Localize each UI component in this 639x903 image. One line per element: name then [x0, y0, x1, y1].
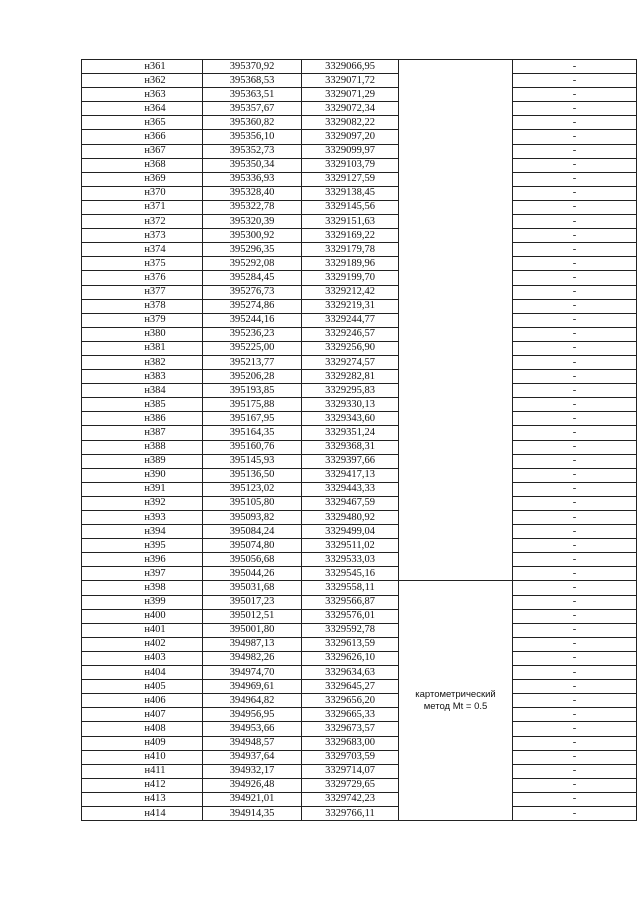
- table-row: [82, 130, 637, 144]
- accuracy-cell: -: [513, 285, 637, 299]
- accuracy-cell: -: [513, 595, 637, 609]
- point-name-cell: н396: [82, 553, 203, 567]
- point-name-cell: н364: [82, 102, 203, 116]
- x-coordinate-cell: 395084,24: [203, 525, 302, 539]
- y-coordinate-cell: 3329099,97: [302, 144, 399, 158]
- y-coordinate-cell: 3329673,57: [302, 722, 399, 736]
- table-row: [82, 74, 637, 88]
- point-name-cell: н374: [82, 243, 203, 257]
- point-name-cell: н411: [82, 764, 203, 778]
- accuracy-cell: -: [513, 792, 637, 806]
- accuracy-cell: -: [513, 102, 637, 116]
- x-coordinate-cell: 395284,45: [203, 271, 302, 285]
- x-coordinate-cell: 395300,92: [203, 229, 302, 243]
- accuracy-cell: -: [513, 440, 637, 454]
- x-coordinate-cell: 395206,28: [203, 370, 302, 384]
- table-row: [82, 496, 637, 510]
- y-coordinate-cell: 3329480,92: [302, 511, 399, 525]
- table-row: [82, 257, 637, 271]
- point-name-cell: н404: [82, 666, 203, 680]
- point-name-cell: н369: [82, 172, 203, 186]
- table-row: [82, 327, 637, 341]
- accuracy-cell: -: [513, 623, 637, 637]
- x-coordinate-cell: 395001,80: [203, 623, 302, 637]
- accuracy-cell: -: [513, 511, 637, 525]
- y-coordinate-cell: 3329545,16: [302, 567, 399, 581]
- point-name-cell: н412: [82, 778, 203, 792]
- y-coordinate-cell: 3329533,03: [302, 553, 399, 567]
- table-row: [82, 88, 637, 102]
- x-coordinate-cell: 395296,35: [203, 243, 302, 257]
- x-coordinate-cell: 394982,26: [203, 651, 302, 665]
- x-coordinate-cell: 395350,34: [203, 158, 302, 172]
- y-coordinate-cell: 3329138,45: [302, 186, 399, 200]
- point-name-cell: н388: [82, 440, 203, 454]
- accuracy-cell: -: [513, 778, 637, 792]
- y-coordinate-cell: 3329274,57: [302, 355, 399, 369]
- x-coordinate-cell: 394914,35: [203, 806, 302, 820]
- point-name-cell: н402: [82, 637, 203, 651]
- x-coordinate-cell: 395363,51: [203, 88, 302, 102]
- x-coordinate-cell: 395322,78: [203, 200, 302, 214]
- table-row: [82, 778, 637, 792]
- y-coordinate-cell: 3329665,33: [302, 708, 399, 722]
- table-row: [82, 172, 637, 186]
- table-row: [82, 215, 637, 229]
- point-name-cell: н401: [82, 623, 203, 637]
- point-name-cell: н392: [82, 496, 203, 510]
- table-row: [82, 581, 637, 595]
- table-row: [82, 60, 637, 74]
- x-coordinate-cell: 395031,68: [203, 581, 302, 595]
- y-coordinate-cell: 3329397,66: [302, 454, 399, 468]
- table-row: [82, 102, 637, 116]
- y-coordinate-cell: 3329212,42: [302, 285, 399, 299]
- x-coordinate-cell: 395213,77: [203, 355, 302, 369]
- table-row: [82, 567, 637, 581]
- accuracy-cell: -: [513, 736, 637, 750]
- x-coordinate-cell: 395145,93: [203, 454, 302, 468]
- point-name-cell: н370: [82, 186, 203, 200]
- table-row: [82, 229, 637, 243]
- x-coordinate-cell: 395336,93: [203, 172, 302, 186]
- method-cell: [399, 581, 513, 821]
- x-coordinate-cell: 395175,88: [203, 398, 302, 412]
- table-row: [82, 708, 637, 722]
- point-name-cell: н367: [82, 144, 203, 158]
- y-coordinate-cell: 3329343,60: [302, 412, 399, 426]
- table-row: [82, 539, 637, 553]
- x-coordinate-cell: 395244,16: [203, 313, 302, 327]
- y-coordinate-cell: 3329645,27: [302, 680, 399, 694]
- x-coordinate-cell: 395320,39: [203, 215, 302, 229]
- accuracy-cell: -: [513, 694, 637, 708]
- method-accuracy: метод Mt = 0.5: [423, 700, 488, 712]
- point-name-cell: н387: [82, 426, 203, 440]
- y-coordinate-cell: 3329219,31: [302, 299, 399, 313]
- y-coordinate-cell: 3329467,59: [302, 496, 399, 510]
- point-name-cell: н380: [82, 327, 203, 341]
- y-coordinate-cell: 3329071,72: [302, 74, 399, 88]
- table-row: [82, 243, 637, 257]
- x-coordinate-cell: 395160,76: [203, 440, 302, 454]
- x-coordinate-cell: 395017,23: [203, 595, 302, 609]
- table-row: [82, 370, 637, 384]
- point-name-cell: н373: [82, 229, 203, 243]
- point-name-cell: н406: [82, 694, 203, 708]
- y-coordinate-cell: 3329742,23: [302, 792, 399, 806]
- point-name-cell: н379: [82, 313, 203, 327]
- x-coordinate-cell: 394964,82: [203, 694, 302, 708]
- point-name-cell: н395: [82, 539, 203, 553]
- accuracy-cell: -: [513, 398, 637, 412]
- x-coordinate-cell: 394926,48: [203, 778, 302, 792]
- point-name-cell: н383: [82, 370, 203, 384]
- y-coordinate-cell: 3329330,13: [302, 398, 399, 412]
- point-name-cell: н407: [82, 708, 203, 722]
- table-row: [82, 764, 637, 778]
- point-name-cell: н400: [82, 609, 203, 623]
- point-name-cell: н393: [82, 511, 203, 525]
- point-name-cell: н414: [82, 806, 203, 820]
- table-row: [82, 637, 637, 651]
- x-coordinate-cell: 394974,70: [203, 666, 302, 680]
- point-name-cell: н389: [82, 454, 203, 468]
- y-coordinate-cell: 3329256,90: [302, 341, 399, 355]
- accuracy-cell: -: [513, 750, 637, 764]
- point-name-cell: н368: [82, 158, 203, 172]
- coordinates-table-body: [82, 60, 637, 821]
- y-coordinate-cell: 3329103,79: [302, 158, 399, 172]
- table-row: [82, 680, 637, 694]
- y-coordinate-cell: 3329683,00: [302, 736, 399, 750]
- method-name: картометрический: [415, 688, 496, 700]
- accuracy-cell: -: [513, 271, 637, 285]
- accuracy-cell: -: [513, 708, 637, 722]
- table-row: [82, 750, 637, 764]
- point-name-cell: н378: [82, 299, 203, 313]
- y-coordinate-cell: 3329072,34: [302, 102, 399, 116]
- accuracy-cell: -: [513, 384, 637, 398]
- point-name-cell: н384: [82, 384, 203, 398]
- coordinates-table: [81, 59, 637, 821]
- x-coordinate-cell: 394956,95: [203, 708, 302, 722]
- accuracy-cell: -: [513, 764, 637, 778]
- point-name-cell: н403: [82, 651, 203, 665]
- y-coordinate-cell: 3329244,77: [302, 313, 399, 327]
- accuracy-cell: -: [513, 243, 637, 257]
- accuracy-cell: -: [513, 172, 637, 186]
- table-row: [82, 398, 637, 412]
- y-coordinate-cell: 3329766,11: [302, 806, 399, 820]
- accuracy-cell: -: [513, 200, 637, 214]
- table-row: [82, 525, 637, 539]
- accuracy-cell: -: [513, 116, 637, 130]
- accuracy-cell: -: [513, 370, 637, 384]
- x-coordinate-cell: 395012,51: [203, 609, 302, 623]
- point-name-cell: н390: [82, 468, 203, 482]
- table-row: [82, 454, 637, 468]
- x-coordinate-cell: 395236,23: [203, 327, 302, 341]
- accuracy-cell: -: [513, 637, 637, 651]
- x-coordinate-cell: 394948,57: [203, 736, 302, 750]
- x-coordinate-cell: 395136,50: [203, 468, 302, 482]
- y-coordinate-cell: 3329576,01: [302, 609, 399, 623]
- y-coordinate-cell: 3329199,70: [302, 271, 399, 285]
- x-coordinate-cell: 395356,10: [203, 130, 302, 144]
- table-row: [82, 482, 637, 496]
- y-coordinate-cell: 3329729,65: [302, 778, 399, 792]
- accuracy-cell: -: [513, 229, 637, 243]
- table-row: [82, 736, 637, 750]
- x-coordinate-cell: 394921,01: [203, 792, 302, 806]
- y-coordinate-cell: 3329634,63: [302, 666, 399, 680]
- table-row: [82, 792, 637, 806]
- x-coordinate-cell: 395276,73: [203, 285, 302, 299]
- method-cell-empty: [399, 60, 513, 581]
- y-coordinate-cell: 3329626,10: [302, 651, 399, 665]
- accuracy-cell: -: [513, 651, 637, 665]
- table-row: [82, 440, 637, 454]
- point-name-cell: н382: [82, 355, 203, 369]
- table-row: [82, 595, 637, 609]
- accuracy-cell: -: [513, 355, 637, 369]
- y-coordinate-cell: 3329443,33: [302, 482, 399, 496]
- x-coordinate-cell: 395370,92: [203, 60, 302, 74]
- accuracy-cell: -: [513, 454, 637, 468]
- table-row: [82, 651, 637, 665]
- x-coordinate-cell: 394953,66: [203, 722, 302, 736]
- x-coordinate-cell: 395074,80: [203, 539, 302, 553]
- accuracy-cell: -: [513, 609, 637, 623]
- table-row: [82, 158, 637, 172]
- table-row: [82, 412, 637, 426]
- x-coordinate-cell: 395328,40: [203, 186, 302, 200]
- table-row: [82, 299, 637, 313]
- point-name-cell: н410: [82, 750, 203, 764]
- point-name-cell: н376: [82, 271, 203, 285]
- table-row: [82, 144, 637, 158]
- table-row: [82, 384, 637, 398]
- y-coordinate-cell: 3329179,78: [302, 243, 399, 257]
- point-name-cell: н366: [82, 130, 203, 144]
- y-coordinate-cell: 3329511,02: [302, 539, 399, 553]
- accuracy-cell: -: [513, 680, 637, 694]
- point-name-cell: н372: [82, 215, 203, 229]
- point-name-cell: н405: [82, 680, 203, 694]
- y-coordinate-cell: 3329368,31: [302, 440, 399, 454]
- point-name-cell: н381: [82, 341, 203, 355]
- point-name-cell: н413: [82, 792, 203, 806]
- accuracy-cell: -: [513, 666, 637, 680]
- point-name-cell: н385: [82, 398, 203, 412]
- table-row: [82, 186, 637, 200]
- y-coordinate-cell: 3329082,22: [302, 116, 399, 130]
- y-coordinate-cell: 3329127,59: [302, 172, 399, 186]
- accuracy-cell: -: [513, 553, 637, 567]
- point-name-cell: н397: [82, 567, 203, 581]
- accuracy-cell: -: [513, 722, 637, 736]
- y-coordinate-cell: 3329417,13: [302, 468, 399, 482]
- point-name-cell: н409: [82, 736, 203, 750]
- table-row: [82, 722, 637, 736]
- y-coordinate-cell: 3329714,07: [302, 764, 399, 778]
- accuracy-cell: -: [513, 144, 637, 158]
- x-coordinate-cell: 395123,02: [203, 482, 302, 496]
- table-row: [82, 313, 637, 327]
- accuracy-cell: -: [513, 806, 637, 820]
- point-name-cell: н365: [82, 116, 203, 130]
- point-name-cell: н361: [82, 60, 203, 74]
- point-name-cell: н391: [82, 482, 203, 496]
- point-name-cell: н375: [82, 257, 203, 271]
- accuracy-cell: -: [513, 482, 637, 496]
- y-coordinate-cell: 3329282,81: [302, 370, 399, 384]
- accuracy-cell: -: [513, 525, 637, 539]
- x-coordinate-cell: 395352,73: [203, 144, 302, 158]
- y-coordinate-cell: 3329246,57: [302, 327, 399, 341]
- accuracy-cell: -: [513, 299, 637, 313]
- point-name-cell: н408: [82, 722, 203, 736]
- y-coordinate-cell: 3329656,20: [302, 694, 399, 708]
- point-name-cell: н386: [82, 412, 203, 426]
- accuracy-cell: -: [513, 581, 637, 595]
- table-row: [82, 806, 637, 820]
- table-row: [82, 609, 637, 623]
- x-coordinate-cell: 394937,64: [203, 750, 302, 764]
- accuracy-cell: -: [513, 426, 637, 440]
- accuracy-cell: -: [513, 186, 637, 200]
- table-row: [82, 553, 637, 567]
- table-row: [82, 271, 637, 285]
- y-coordinate-cell: 3329071,29: [302, 88, 399, 102]
- y-coordinate-cell: 3329145,56: [302, 200, 399, 214]
- point-name-cell: н363: [82, 88, 203, 102]
- point-name-cell: н371: [82, 200, 203, 214]
- point-name-cell: н394: [82, 525, 203, 539]
- y-coordinate-cell: 3329097,20: [302, 130, 399, 144]
- accuracy-cell: -: [513, 88, 637, 102]
- x-coordinate-cell: 395044,26: [203, 567, 302, 581]
- accuracy-cell: -: [513, 60, 637, 74]
- y-coordinate-cell: 3329351,24: [302, 426, 399, 440]
- table-row: [82, 468, 637, 482]
- accuracy-cell: -: [513, 313, 637, 327]
- x-coordinate-cell: 395093,82: [203, 511, 302, 525]
- x-coordinate-cell: 394932,17: [203, 764, 302, 778]
- table-row: [82, 116, 637, 130]
- point-name-cell: н377: [82, 285, 203, 299]
- y-coordinate-cell: 3329613,59: [302, 637, 399, 651]
- y-coordinate-cell: 3329703,59: [302, 750, 399, 764]
- table-row: [82, 355, 637, 369]
- accuracy-cell: -: [513, 341, 637, 355]
- point-name-cell: н399: [82, 595, 203, 609]
- y-coordinate-cell: 3329499,04: [302, 525, 399, 539]
- x-coordinate-cell: 395368,53: [203, 74, 302, 88]
- y-coordinate-cell: 3329189,96: [302, 257, 399, 271]
- x-coordinate-cell: 395292,08: [203, 257, 302, 271]
- table-row: [82, 426, 637, 440]
- accuracy-cell: -: [513, 158, 637, 172]
- point-name-cell: н398: [82, 581, 203, 595]
- y-coordinate-cell: 3329151,63: [302, 215, 399, 229]
- table-row: [82, 341, 637, 355]
- x-coordinate-cell: 395167,95: [203, 412, 302, 426]
- table-row: [82, 623, 637, 637]
- accuracy-cell: -: [513, 412, 637, 426]
- x-coordinate-cell: 394969,61: [203, 680, 302, 694]
- y-coordinate-cell: 3329566,87: [302, 595, 399, 609]
- x-coordinate-cell: 395357,67: [203, 102, 302, 116]
- y-coordinate-cell: 3329169,22: [302, 229, 399, 243]
- y-coordinate-cell: 3329558,11: [302, 581, 399, 595]
- y-coordinate-cell: 3329066,95: [302, 60, 399, 74]
- accuracy-cell: -: [513, 74, 637, 88]
- table-row: [82, 511, 637, 525]
- table-row: [82, 666, 637, 680]
- x-coordinate-cell: 395105,80: [203, 496, 302, 510]
- accuracy-cell: -: [513, 130, 637, 144]
- table-row: [82, 285, 637, 299]
- x-coordinate-cell: 394987,13: [203, 637, 302, 651]
- point-name-cell: н362: [82, 74, 203, 88]
- accuracy-cell: -: [513, 257, 637, 271]
- accuracy-cell: -: [513, 539, 637, 553]
- accuracy-cell: -: [513, 215, 637, 229]
- accuracy-cell: -: [513, 567, 637, 581]
- x-coordinate-cell: 395056,68: [203, 553, 302, 567]
- table-row: [82, 200, 637, 214]
- accuracy-cell: -: [513, 468, 637, 482]
- x-coordinate-cell: 395164,35: [203, 426, 302, 440]
- accuracy-cell: -: [513, 327, 637, 341]
- y-coordinate-cell: 3329295,83: [302, 384, 399, 398]
- x-coordinate-cell: 395225,00: [203, 341, 302, 355]
- x-coordinate-cell: 395274,86: [203, 299, 302, 313]
- x-coordinate-cell: 395360,82: [203, 116, 302, 130]
- accuracy-cell: -: [513, 496, 637, 510]
- table-row: [82, 694, 637, 708]
- y-coordinate-cell: 3329592,78: [302, 623, 399, 637]
- x-coordinate-cell: 395193,85: [203, 384, 302, 398]
